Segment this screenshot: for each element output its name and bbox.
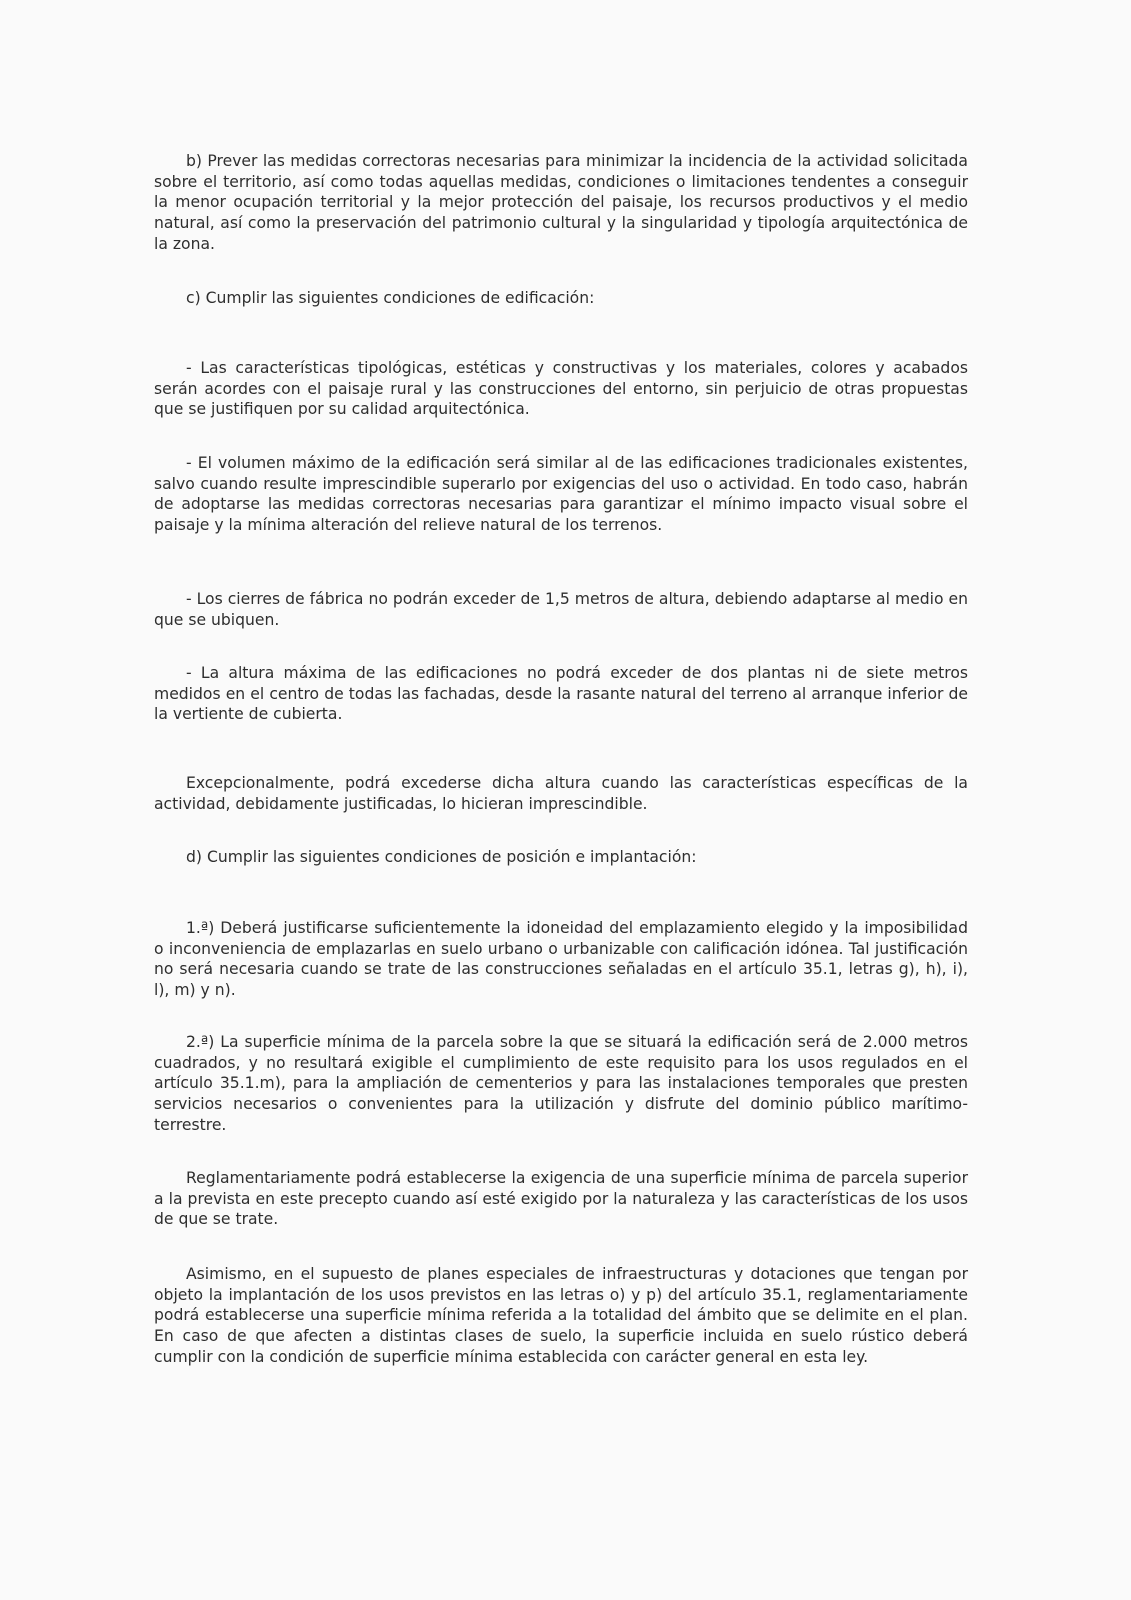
paragraph-asimismo: Asimismo, en el supuesto de planes especiales de infraestructuras y dotaciones que tengan por objeto la implantación de los usos previstos en las letras o) y p) del artículo 35.1, reglamentariamente podrá establecerse una superficie mínima referida a la totalidad del ámbito que se delimite en el plan. En caso de que afecten a distintas clases de suelo, la superficie incluida en suelo rústico deberá cumplir con la condición de superficie mínima establecida con carácter general en esta ley. [154,1265,968,1366]
paragraph-c-tipologia: - Las características tipológicas, estéticas y constructivas y los materiales, colores y acabados serán acordes con el paisaje rural y las construcciones del entorno, sin perjuicio de otras propuestas que se justifiquen por su calidad arquitectónica. [154,359,968,419]
paragraph-excepcionalmente: Excepcionalmente, podrá excederse dicha altura cuando las características específicas de la actividad, debidamente justificadas, lo hicieran imprescindible. [154,774,968,813]
paragraph-reglamentariamente: Reglamentariamente podrá establecerse la exigencia de una superficie mínima de parcela superior a la prevista en este precepto cuando así esté exigido por la naturaleza y las características de los usos de que se trate. [154,1169,968,1229]
paragraph-c-cierres: - Los cierres de fábrica no podrán exceder de 1,5 metros de altura, debiendo adaptarse al medio en que se ubiquen. [154,590,968,629]
paragraph-b: b) Prever las medidas correctoras necesarias para minimizar la incidencia de la actividad solicitada sobre el territorio, así como todas aquellas medidas, condiciones o limitaciones tendentes a conseguir la menor ocupación territorial y la mejor protección del paisaje, los recursos productivos y el medio natural, así como la preservación del patrimonio cultural y la singularidad y tipología arquitectónica de la zona. [154,152,968,253]
paragraph-d-heading: d) Cumplir las siguientes condiciones de posición e implantación: [186,848,697,866]
paragraph-c-altura: - La altura máxima de las edificaciones no podrá exceder de dos plantas ni de siete metros medidos en el centro de todas las fachadas, desde la rasante natural del terreno al arranque inferior de la vertiente de cubierta. [154,664,968,724]
paragraph-d-segunda: 2.ª) La superficie mínima de la parcela sobre la que se situará la edificación será de 2.000 metros cuadrados, y no resultará exigible el cumplimiento de este requisito para los usos regulados en el artículo 35.1.m), para la ampliación de cementerios y para las instalaciones temporales que presten servicios necesarios o convenientes para la utilización y disfrute del dominio público marítimo-terrestre. [154,1033,968,1134]
paragraph-c-heading: c) Cumplir las siguientes condiciones de edificación: [186,289,595,307]
paragraph-d-primera: 1.ª) Deberá justificarse suficientemente la idoneidad del emplazamiento elegido y la imposibilidad o inconveniencia de emplazarlas en suelo urbano o urbanizable con calificación idónea. Tal justificación no será necesaria cuando se trate de las construcciones señaladas en el artículo 35.1, letras g), h), i), l), m) y n). [154,919,968,1000]
paragraph-c-volumen: - El volumen máximo de la edificación será similar al de las edificaciones tradicionales existentes, salvo cuando resulte imprescindible superarlo por exigencias del uso o actividad. En todo caso, habrán de adoptarse las medidas correctoras necesarias para garantizar el mínimo impacto visual sobre el paisaje y la mínima alteración del relieve natural de los terrenos. [154,454,968,535]
